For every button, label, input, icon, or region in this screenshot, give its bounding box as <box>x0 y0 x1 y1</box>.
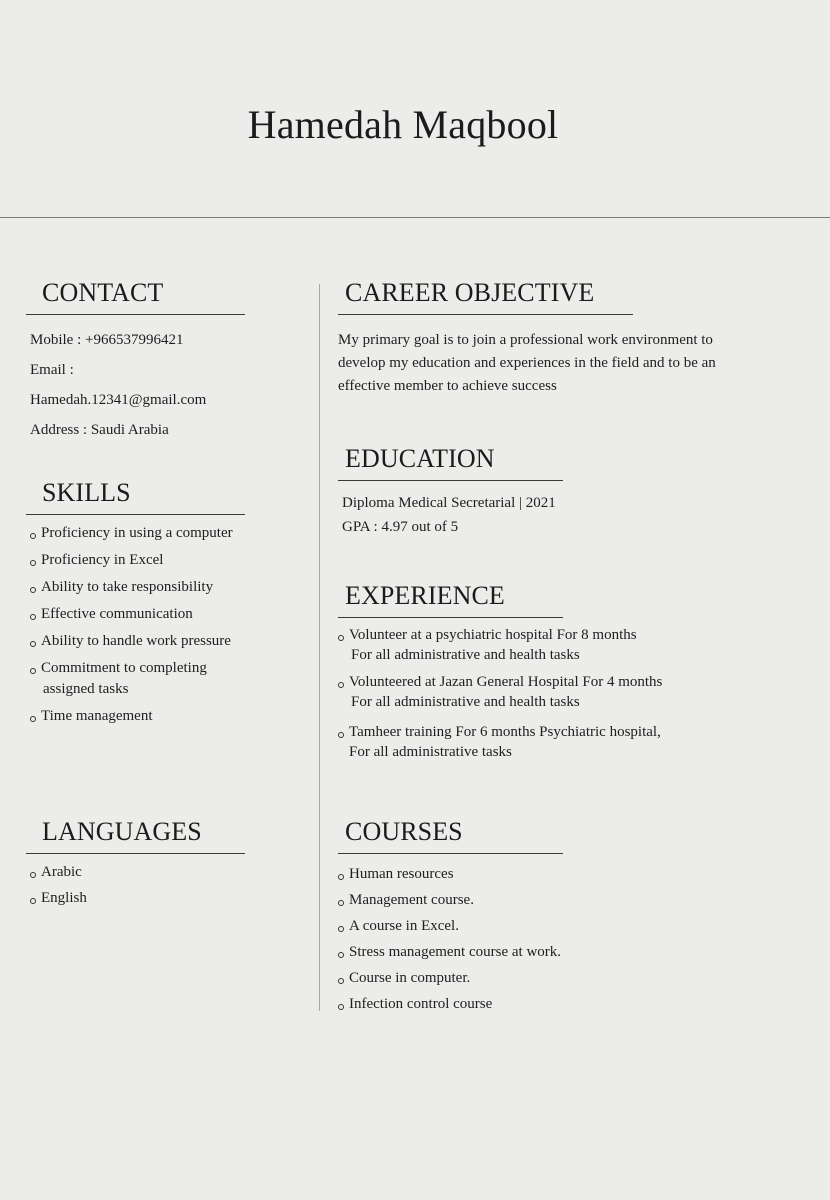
experience-title: Volunteer at a psychiatric hospital For 8 months <box>349 627 637 643</box>
career-objective-heading: CAREER OBJECTIVE <box>345 278 595 307</box>
course-label: A course in Excel. <box>349 918 459 934</box>
experience-title: Tamheer training For 6 months Psychiatric hospital, <box>349 724 661 740</box>
courses-heading-rule <box>338 853 563 854</box>
course-item <box>338 994 738 1015</box>
header-divider <box>0 217 830 218</box>
experience-detail: For all administrative tasks <box>349 744 512 760</box>
language-label: Arabic <box>41 864 82 880</box>
skill-item <box>30 706 246 727</box>
course-item <box>338 864 738 885</box>
skill-item <box>30 658 246 700</box>
skill-label: Ability to handle work pressure <box>41 633 231 649</box>
skills-section <box>26 478 246 727</box>
contact-email: Email : Hamedah.12341@gmail.com <box>30 362 207 408</box>
skill-label: Commitment to completing <box>41 660 207 676</box>
education-heading: EDUCATION <box>345 444 495 473</box>
experience-item <box>338 722 758 762</box>
skill-item <box>30 604 246 625</box>
language-item <box>30 888 246 909</box>
contact-address: Address : Saudi Arabia <box>30 422 169 438</box>
skill-item <box>30 577 246 598</box>
course-label: Human resources <box>349 866 454 882</box>
skill-label: Time management <box>41 708 153 724</box>
resume-name: Hamedah Maqbool <box>247 102 559 147</box>
courses-heading: COURSES <box>345 817 463 846</box>
skill-label-continued: assigned tasks <box>43 681 129 697</box>
experience-detail: For all administrative and health tasks <box>351 647 580 663</box>
course-label: Infection control course <box>349 996 493 1012</box>
experience-item <box>338 625 758 665</box>
languages-heading: LANGUAGES <box>42 817 202 846</box>
course-item <box>338 942 738 963</box>
contact-section <box>26 278 246 445</box>
skill-label: Effective communication <box>41 606 193 622</box>
skill-label: Proficiency in using a computer <box>41 525 233 541</box>
contact-heading: CONTACT <box>42 278 164 307</box>
course-label: Management course. <box>349 892 474 908</box>
course-item <box>338 890 738 911</box>
courses-section <box>338 817 738 1015</box>
experience-list <box>338 625 758 762</box>
education-section <box>338 444 738 539</box>
skills-list <box>26 523 246 727</box>
skill-label: Proficiency in Excel <box>41 552 164 568</box>
languages-heading-rule <box>26 853 245 854</box>
courses-list <box>338 864 738 1015</box>
skills-heading-rule <box>26 514 245 515</box>
education-heading-rule <box>338 480 563 481</box>
career-objective-section <box>338 278 738 398</box>
skill-item <box>30 631 246 652</box>
course-label: Course in computer. <box>349 970 471 986</box>
language-item <box>30 862 246 883</box>
education-gpa: GPA : 4.97 out of 5 <box>342 519 459 535</box>
course-item <box>338 916 738 937</box>
career-objective-text: My primary goal is to join a professional work environment to develop my education and experiences in the field and to be an effective member to achieve success <box>338 332 716 394</box>
experience-heading-rule <box>338 617 563 618</box>
experience-detail: For all administrative and health tasks <box>351 694 580 710</box>
experience-section <box>338 581 758 762</box>
course-item <box>338 968 738 989</box>
skill-item <box>30 550 246 571</box>
skill-label: Ability to take responsibility <box>41 579 214 595</box>
language-label: English <box>41 890 87 906</box>
course-label: Stress management course at work. <box>349 944 562 960</box>
experience-item <box>338 672 758 712</box>
contact-mobile: Mobile : +966537996421 <box>30 332 184 348</box>
skill-item <box>30 523 246 544</box>
column-divider <box>319 284 320 1011</box>
skills-heading: SKILLS <box>42 478 131 507</box>
education-degree: Diploma Medical Secretarial | 2021 <box>342 495 556 511</box>
experience-title: Volunteered at Jazan General Hospital For 4 months <box>349 674 663 690</box>
languages-list <box>26 862 246 909</box>
career-objective-heading-rule <box>338 314 633 315</box>
languages-section <box>26 817 246 909</box>
contact-heading-rule <box>26 314 245 315</box>
experience-heading: EXPERIENCE <box>345 581 505 610</box>
